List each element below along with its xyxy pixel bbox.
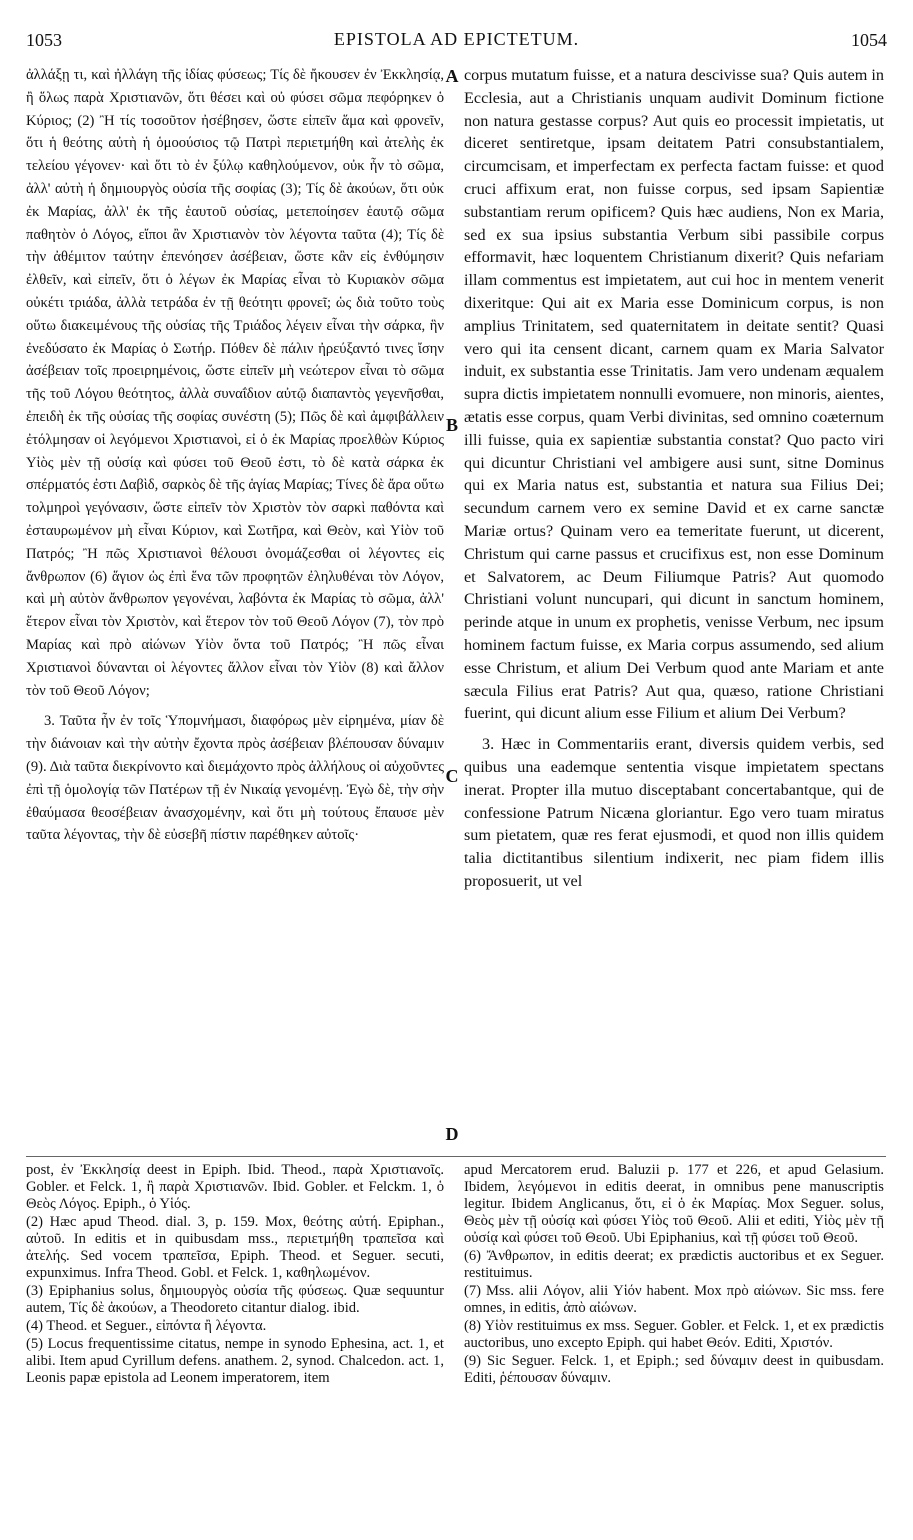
- margin-letter-a: A: [445, 66, 459, 86]
- latin-text-column: [464, 64, 884, 893]
- footnote: (8) Υἱὸν restituimus ex mss. Seguer. Gobler. et Felck. 1, et ex prædictis auctoribus, uno excepto Epiph. qui habet Θεόν. Editi, Χριστόν.: [464, 1318, 884, 1351]
- greek-paragraph-2: 3. Ταῦτα ἦν ἐν τοῖς Ὑπομνήμασι, διαφόρως μὲν εἰρημένα, μίαν δὲ τὴν διάνοιαν καὶ τὴν αὐτὴν ἔχοντα πρὸς ἀσέβειαν βλέπουσαν δύναμιν (9). Διὰ ταῦτα διεκρίνοντο καὶ διεμάχοντο πρὸς ἀλλήλους οἱ αὐχοῦντες ἐπὶ τῇ ὁμολογίᾳ τῶν Πατέρων τῇ ἐν Νικαίᾳ γενομένῃ. Ἐγὼ δὲ, τὴν σὴν ἐθαύμασα θεοσέβειαν ἀνασχομένην, καὶ ὅτι μὴ τούτους ἔπαυσε μὲν ταῦτα λέγοντας, τὴν δὲ εὐσεβῆ πίστιν παρέθηκεν αὐτοῖς·: [26, 713, 444, 844]
- margin-letter-c: C: [445, 766, 459, 786]
- footnote: (5) Locus frequentissime citatus, nempe in synodo Ephesina, act. 1, et alibi. Item apud Cyrillum defens. anathem. 2, synod. Chalcedon. act. 1, Leonis papæ epistola ad Leonem imperatorem, item: [26, 1336, 444, 1386]
- footnote: apud Mercatorem erud. Baluzii p. 177 et 226, et apud Gelasium. Ibidem, λεγόμενοι in editis deerat, in omnibus pene manuscriptis legitur. Ibidem Anglicanus, ὅτι, εἰ ὁ ἐκ Μαρίας. Mox Seguer. solus, Θεὸς μὲν τῇ οὐσίᾳ καὶ φύσει Υἱὸς τοῦ Θεοῦ. Alii et editi, Υἱὸς μὲν τῇ οὐσίᾳ καὶ φύσει τοῦ Θεοῦ. Ubi Epiphanius, καὶ τῇ φύσει τοῦ Θεοῦ.: [464, 1162, 884, 1246]
- running-title: EPISTOLA AD EPICTETUM.: [333, 29, 580, 49]
- left-page-number: 1053: [26, 30, 62, 50]
- footnote: (6) Ἄνθρωπον, in editis deerat; ex prædictis auctoribus et ex Seguer. restituimus.: [464, 1248, 884, 1281]
- page-header: [26, 26, 887, 56]
- footnote: (3) Epiphanius solus, δημιουργὸς οὐσία τῆς φύσεως. Quæ sequuntur autem, Τίς δὲ ἀκούων, a Theodoreto citantur dialog. ibid.: [26, 1283, 444, 1316]
- footnote: (7) Mss. alii Λόγον, alii Υἱόν habent. Mox πρὸ αἰώνων. Sic mss. fere omnes, in editis, ἀπὸ αἰώνων.: [464, 1283, 884, 1316]
- greek-text-column: [26, 64, 444, 847]
- footnotes-left: [26, 1162, 444, 1387]
- latin-paragraph-1: corpus mutatum fuisse, et a natura descivisse sua? Quis autem in Ecclesia, aut a Christianis unquam audivit Dominum fictione non natura gestasse corpus? Aut quis eo processit impietatis, ut diceret sentiretque, ipsam deitatem Patri consubstantialem, circumcisam, et imperfectam ex perfecta factam fuisse: et quod cruci affixum erat, non fuisse corpus, sed ipsam Sapientiæ substantiam rerum opificem? Quis hæc audiens, Non ex Maria, sed ex sua ipsius substantia Verbum sibi passibile corpus efformavit, hæc loquentem Christianum dixerit? Quis nefariam illam commentus est impietatem, aut cui hoc in mentem venerit dixeritque: Qui ait ex Maria esse Dominicum corpus, is non amplius Trinitatem, sed quaternitatem in deitate sentit? Quasi vero qui ita censent dicant, carnem quam ex Maria Salvator induit, ex substantia esse Trinitatis. Jam vero undenam æqualem supra dictis impietatem nonnulli evomuere, non minoris, aientes, ætatis esse corpus, quam Verbi divinitas, sed omnino coæternum illi fuisse, quia ex sapientiæ substantia constat? Quo pacto viri qui dicuntur Christiani vel ambigere ausi sunt, sitne Dominus qui ex Maria natus est, substantia et natura sua Filius Dei; secundum carnem vero ex semine David et ex carne sanctæ Mariæ ortus? Quinam vero ea temeritate fuerunt, ut dicerent, Christum qui carne passus et crucifixus est, non esse Dominum et Salvatorem, ac Deum Filiumque Patris? Aut quomodo Christiani volunt nuncupari, qui dicunt in sanctum hominem, perinde atque in unum ex prophetis, venisse Verbum, nec ipsum hominem factum fuisse, ex Maria corpus assumendo, sed alium esse Christum, et alium Dei Verbum quod ante Mariam et ante sæcula Filius erat Patris? Aut qua, quæso, ratione Christiani fuerint, qui dicunt alium esse Filium et alium Dei Verbum?: [464, 66, 884, 723]
- margin-letter-d: D: [445, 1124, 459, 1144]
- footnote: post, ἐν Ἐκκλησίᾳ deest in Epiph. Ibid. Theod., παρὰ Χριστιανοῖς. Gobler. et Felck. 1, ἢ παρὰ Χριστιανῶν. Ibid. Gobler. et Felckm. 1, ὁ Θεὸς Λόγος. Epiph., ὁ Υἱός.: [26, 1162, 444, 1212]
- footnote: (9) Sic Seguer. Felck. 1, et Epiph.; sed δύναμιν deest in quibusdam. Editi, ῥέπουσαν δύναμιν.: [464, 1353, 884, 1386]
- latin-paragraph-2: 3. Hæc in Commentariis erant, diversis quidem verbis, sed quibus una eademque sententia visque impietatem spectans inerat. Propter illa mutuo disceptabant concertabantque, qui de confessione Patrum Nicæna gloriantur. Ego vero tuam miratus sum pietatem, quæ res ferat ejusmodi, et quod non illis quidem talia dictitantibus silentium indixerit, nec piam fidem illis proposuerit, ut vel: [464, 735, 884, 890]
- footnote: (4) Theod. et Seguer., εἰπόντα ἢ λέγοντα.: [26, 1318, 267, 1334]
- margin-letter-b: B: [445, 415, 458, 435]
- greek-paragraph-1: ἀλλάξῃ τι, καὶ ἠλλάγη τῆς ἰδίας φύσεως; Τίς δὲ ἤκουσεν ἐν Ἐκκλησίᾳ, ἢ ὅλως παρὰ Χριστιανῶν, ὅτι θέσει καὶ οὐ φύσει σῶμα πεφόρηκεν ὁ Κύριος; (2) Ἢ τίς τοσοῦτον ἠσέβησεν, ὥστε εἰπεῖν ἅμα καὶ φρονεῖν, ὅτι ἡ θεότης αὐτὴ ἡ ὁμοούσιος τῷ Πατρὶ περιετμήθη καὶ ἀτελὴς ἐκ τελείου γέγονεν· καὶ ὅτι τὸ ἐν ξύλῳ καθηλούμενον, οὐκ ἦν τὸ σῶμα, ἀλλ' αὐτὴ ἡ δημιουργὸς οὐσία τῆς σοφίας (3); Τίς δὲ ἀκούων, ὅτι οὐκ ἐκ Μαρίας, ἀλλ' ἐκ τῆς ἑαυτοῦ οὐσίας, μετεποίησεν ἑαυτῷ σῶμα παθητὸν ὁ Λόγος, εἴποι ἂν Χριστιανὸν τὸν λέγοντα ταῦτα (4); Τίς δὲ τὴν ἀθέμιτον ταύτην ἐπενόησεν ἀσέβειαν, ὥστε κἂν εἰς ἐνθύμησιν ἐλθεῖν, καὶ εἰπεῖν, ὅτι ὁ λέγων ἐκ Μαρίας εἶναι τὸ Κυριακὸν σῶμα οὐκέτι τριάδα, ἀλλὰ τετράδα ἐν τῇ θεότητι φρονεῖ; ὡς διὰ τοῦτο τοὺς οὕτω διακειμένους τῆς οὐσίας τῆς Τριάδος λέγειν εἶναι τὴν σάρκα, ἣν ἐνεδύσατο ἐκ Μαρίας ὁ Σωτήρ. Πόθεν δὲ πάλιν ἠρεύξαντό τινες ἴσην ἀσέβειαν τοῖς προειρημένοις, ὥστε εἰπεῖν μὴ νεώτερον εἶναι τὸ σῶμα τῆς τοῦ Λόγου θεότητος, ἀλλὰ συναΐδιον αὐτῷ διαπαντὸς γεγενῆσθαι, ἐπειδὴ ἐκ τῆς οὐσίας τῆς σοφίας συνέστη (5); Πῶς δὲ καὶ ἀμφιβάλλειν ἐτόλμησαν οἱ λεγόμενοι Χριστιανοὶ, εἰ ὁ ἐκ Μαρίας προελθὼν Κύριος Υἱὸς μὲν τῇ οὐσίᾳ καὶ φύσει τοῦ Θεοῦ ἐστι, τὸ δὲ κατὰ σάρκα ἐκ σπέρματός ἐστι Δαβὶδ, σαρκὸς δὲ τῆς ἁγίας Μαρίας; Τίνες δὲ ἄρα οὕτω τολμηροὶ γεγόνασιν, ὥστε εἰπεῖν τὸν Χριστὸν τὸν σαρκὶ παθόντα καὶ ἐσταυρωμένον μὴ εἶναι Κύριον, καὶ Σωτῆρα, καὶ Θεὸν, καὶ Υἱὸν τοῦ Πατρός; Ἢ πῶς Χριστιανοὶ θέλουσι ὀνομάζεσθαι οἱ λέγοντες εἰς ἄνθρωπον (6) ἅγιον ὡς ἐπὶ ἕνα τῶν προφητῶν ἐληλυθέναι τὸν Λόγον, καὶ μὴ αὐτὸν ἄνθρωπον γεγονέναι, λαβόντα ἐκ Μαρίας τὸ σῶμα, ἀλλ' ἕτερον εἶναι τὸν Χριστὸν, καὶ ἕτερον τὸν τοῦ Θεοῦ Λόγον (7), τὸν πρὸ Μαρίας καὶ πρὸ αἰώνων Υἱὸν ὄντα τοῦ Πατρός; Ἢ πῶς εἶναι Χριστιανοὶ δύνανται οἱ λέγοντες ἄλλον εἶναι τὸν Υἱὸν (8) καὶ ἄλλον τὸν τοῦ Θεοῦ Λόγον;: [26, 67, 444, 699]
- right-page-number: 1054: [851, 30, 887, 50]
- footnote: (2) Hæc apud Theod. dial. 3, p. 159. Mox, θεότης αὐτή. Epiphan., αὐτοῦ. In editis et in quibusdam mss., περιετμήθη τραπεῖσα καὶ ἀτελής. Sed vocem τραπεῖσα, Epiph. Theod. et Seguer. secuti, expunximus. Infra Theod. Gobl. et Felck. 1, καθηλωμένον.: [26, 1214, 444, 1281]
- footnote-divider: [26, 1156, 886, 1157]
- footnotes-right: [464, 1162, 884, 1387]
